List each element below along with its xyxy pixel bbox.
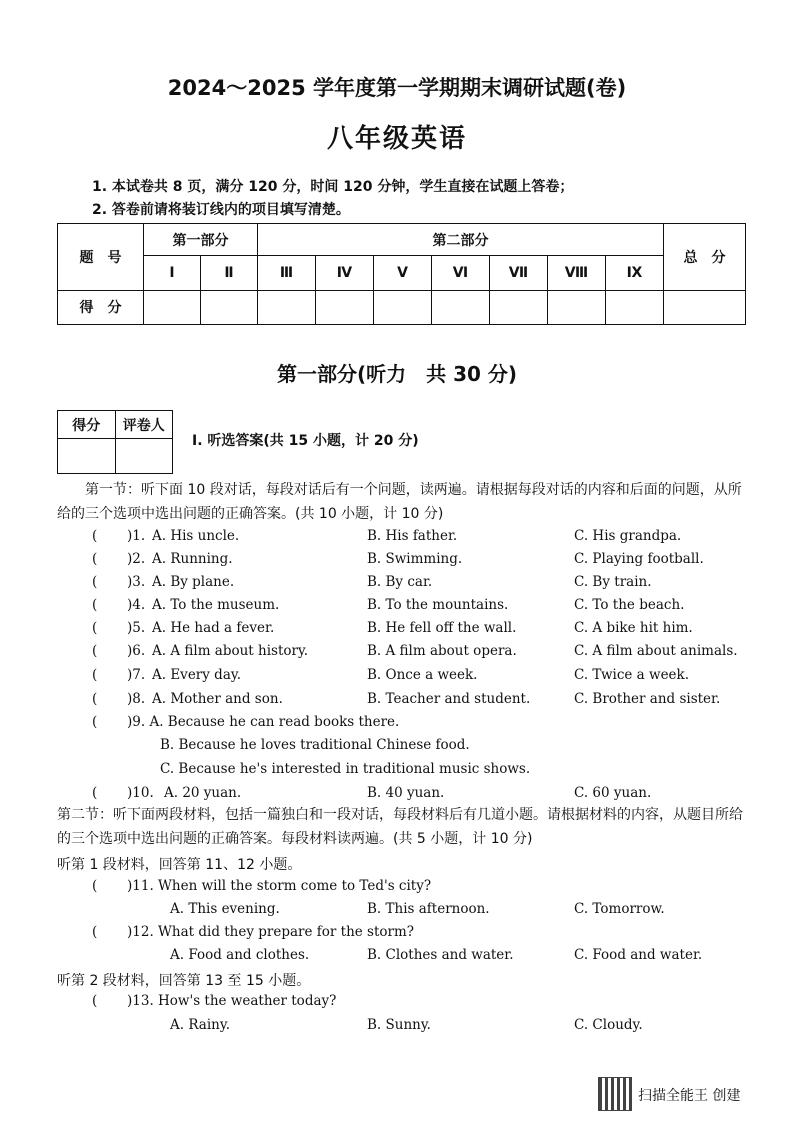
score-cell[interactable] (374, 290, 432, 324)
option-b: B. He fell off the wall. (367, 620, 517, 636)
option-c: C. His grandpa. (574, 528, 682, 544)
question-9 (0, 714, 794, 737)
material-1-note: 听第 1 段材料，回答第 11、12 小题。 (57, 857, 302, 873)
question-number: )7. (127, 667, 146, 683)
answer-bracket[interactable]: ( (92, 924, 98, 940)
question-3 (0, 574, 794, 597)
option-b: B. Teacher and student. (367, 691, 531, 707)
question-11-options (0, 901, 794, 924)
question-8 (0, 691, 794, 714)
exam-title: 2024～2025 学年度第一学期期末调研试题(卷) (167, 76, 627, 100)
question-13 (0, 993, 794, 1016)
score-total-cell[interactable] (664, 290, 746, 324)
question-number: )1. (127, 528, 146, 544)
question-number: )8. (127, 691, 146, 707)
option-a: A. Rainy. (170, 1017, 230, 1033)
option-a: A. Food and clothes. (170, 947, 310, 963)
score-col-2: Ⅱ (201, 256, 258, 290)
grader-box (57, 410, 173, 474)
question-2 (0, 551, 794, 574)
option-b: B. His father. (367, 528, 458, 544)
option-c: C. A film about animals. (574, 643, 738, 659)
exam-subject: 八年级英语 (326, 124, 467, 154)
question-11 (0, 878, 794, 901)
option-b: B. To the mountains. (367, 597, 509, 613)
grader-score-label: 得分 (58, 411, 116, 439)
section2-instructions: 第二节：听下面两段材料，包括一篇独白和一段对话，每段材料后有几道小题。请根据材料的内容，从题目所给的三个选项中选出问题的正确答案。每段材料读两遍。(共 5 小题，计 10 分) (57, 807, 743, 847)
option-c: C. Brother and sister. (574, 691, 721, 707)
option-c: C. Tomorrow. (574, 901, 665, 917)
question-number: )6. (127, 643, 146, 659)
answer-bracket[interactable]: ( (92, 667, 98, 683)
option-c: C. 60 yuan. (574, 785, 652, 801)
score-col-4: Ⅳ (316, 256, 374, 290)
option-a: A. Running. (152, 551, 233, 567)
option-a: A. 20 yuan. (164, 785, 242, 801)
option-c: C. A bike hit him. (574, 620, 693, 636)
question-stem: )13. How's the weather today? (127, 993, 337, 1009)
question-number: )4. (127, 597, 146, 613)
grader-score-cell[interactable] (58, 439, 116, 474)
option-a: A. To the museum. (152, 597, 280, 613)
score-col-5: Ⅴ (374, 256, 432, 290)
answer-bracket[interactable]: ( (92, 643, 98, 659)
score-cell[interactable] (548, 290, 606, 324)
score-col-8: Ⅷ (548, 256, 606, 290)
grader-reviewer-cell[interactable] (115, 439, 173, 474)
score-col-9: Ⅸ (606, 256, 664, 290)
question-5 (0, 620, 794, 643)
question-12 (0, 924, 794, 947)
option-b: B. 40 yuan. (367, 785, 445, 801)
question-stem: )12. What did they prepare for the storm? (127, 924, 415, 940)
answer-bracket[interactable]: ( (92, 551, 98, 567)
option-c: C. Twice a week. (574, 667, 690, 683)
option-a: A. Every day. (152, 667, 241, 683)
option-c: C. To the beach. (574, 597, 685, 613)
answer-bracket[interactable]: ( (92, 597, 98, 613)
question-stem: )11. When will the storm come to Ted's city? (127, 878, 432, 894)
option-b: B. Clothes and water. (367, 947, 514, 963)
score-table-total: 总 分 (664, 224, 746, 291)
question-number: )3. (127, 574, 146, 590)
answer-bracket[interactable]: ( (92, 785, 98, 801)
q9-option-c: C. Because he's interested in traditional music shows. (160, 761, 531, 777)
option-b: B. A film about opera. (367, 643, 517, 659)
section1-instructions: 第一节：听下面 10 段对话，每段对话后有一个问题，读两遍。请根据每段对话的内容和后面的问题，从所给的三个选项中选出问题的正确答案。(共 10 小题，计 10 分) (57, 482, 742, 522)
section1-heading: Ⅰ. 听选答案(共 15 小题，计 20 分) (192, 433, 419, 449)
option-c: C. Cloudy. (574, 1017, 643, 1033)
q9-option-b: B. Because he loves traditional Chinese food. (160, 737, 470, 753)
instruction-note-1: 1. 本试卷共 8 页，满分 120 分，时间 120 分钟，学生直接在试题上答卷； (92, 179, 574, 195)
answer-bracket[interactable]: ( (92, 528, 98, 544)
answer-bracket[interactable]: ( (92, 574, 98, 590)
answer-bracket[interactable]: ( (92, 878, 98, 894)
grader-reviewer-label: 评卷人 (115, 411, 173, 439)
material-2-note: 听第 2 段材料，回答第 13 至 15 小题。 (57, 973, 311, 989)
instruction-note-2: 2. 答卷前请将装订线内的项目填写清楚。 (92, 202, 350, 218)
score-col-6: Ⅵ (432, 256, 490, 290)
answer-bracket[interactable]: ( (92, 714, 98, 730)
score-table-row-label: 题 号 (58, 224, 144, 291)
answer-bracket[interactable]: ( (92, 993, 98, 1009)
answer-bracket[interactable]: ( (92, 691, 98, 707)
scanner-watermark (598, 1077, 768, 1111)
question-13-options (0, 1017, 794, 1040)
option-a: A. By plane. (152, 574, 235, 590)
question-stem: )9. A. Because he can read books there. (127, 714, 400, 730)
score-cell[interactable] (144, 290, 201, 324)
option-c: C. Food and water. (574, 947, 703, 963)
option-c: C. By train. (574, 574, 652, 590)
question-number: )5. (127, 620, 146, 636)
score-cell[interactable] (490, 290, 548, 324)
option-b: B. Once a week. (367, 667, 478, 683)
part1-title: 第一部分(听力 共 30 分) (276, 362, 518, 386)
score-cell[interactable] (606, 290, 664, 324)
score-table (57, 223, 746, 325)
question-12-options (0, 947, 794, 970)
question-number: )2. (127, 551, 146, 567)
score-table-score-label: 得 分 (58, 290, 144, 324)
option-b: B. By car. (367, 574, 433, 590)
qr-code-icon (598, 1077, 632, 1111)
watermark-text: 扫描全能王 创建 (638, 1088, 741, 1104)
score-table-part2: 第二部分 (258, 224, 664, 256)
option-c: C. Playing football. (574, 551, 704, 567)
score-col-7: Ⅶ (490, 256, 548, 290)
score-cell[interactable] (258, 290, 316, 324)
score-cell[interactable] (316, 290, 374, 324)
option-b: B. Swimming. (367, 551, 463, 567)
score-cell[interactable] (432, 290, 490, 324)
question-6 (0, 643, 794, 666)
score-col-1: Ⅰ (144, 256, 201, 290)
option-a: A. His uncle. (152, 528, 240, 544)
question-4 (0, 597, 794, 620)
option-a: A. Mother and son. (152, 691, 283, 707)
option-a: A. A film about history. (152, 643, 309, 659)
score-cell[interactable] (201, 290, 258, 324)
question-number: )10. (127, 785, 154, 801)
option-a: A. He had a fever. (152, 620, 275, 636)
question-7 (0, 667, 794, 690)
option-b: B. Sunny. (367, 1017, 431, 1033)
score-table-part1: 第一部分 (144, 224, 258, 256)
option-a: A. This evening. (170, 901, 280, 917)
option-b: B. This afternoon. (367, 901, 490, 917)
question-1 (0, 528, 794, 551)
score-col-3: Ⅲ (258, 256, 316, 290)
answer-bracket[interactable]: ( (92, 620, 98, 636)
